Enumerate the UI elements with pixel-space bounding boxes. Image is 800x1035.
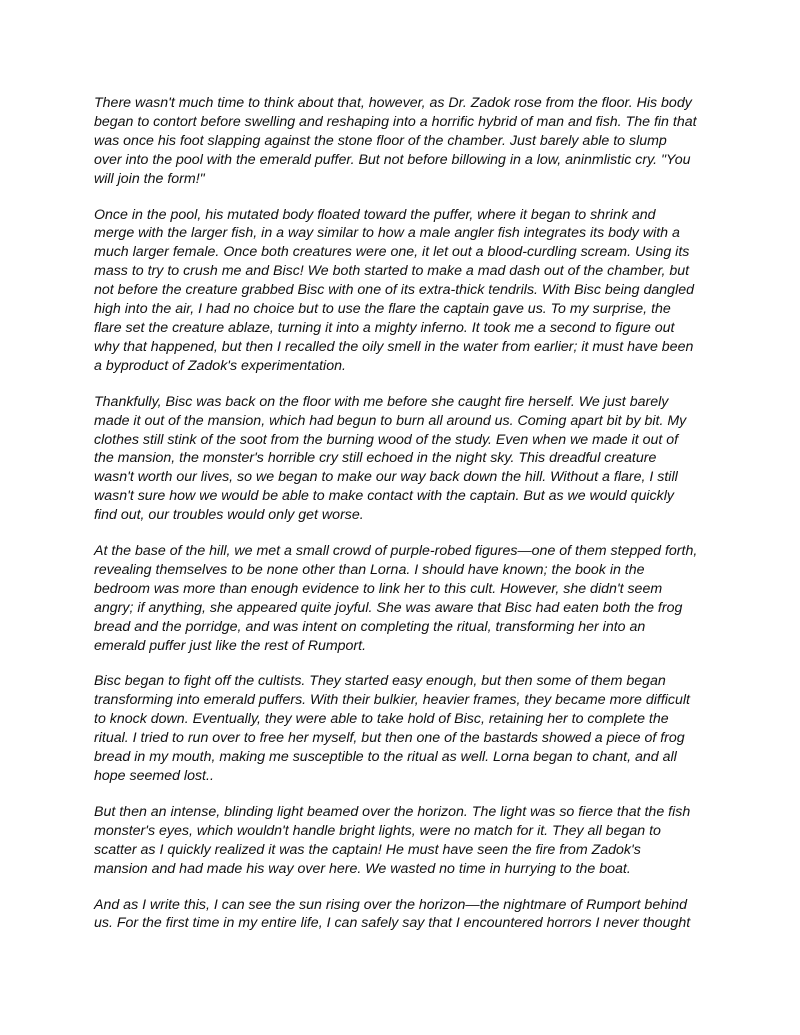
document-page bbox=[94, 94, 708, 950]
text-line: was once his foot slapping against the stone floor of the chamber. Just barely able to slump bbox=[94, 132, 667, 149]
text-line: a byproduct of Zadok's experimentation. bbox=[94, 357, 346, 374]
paragraph-cultist-fight bbox=[94, 672, 708, 785]
text-line: to knock down. Eventually, they were able to take hold of Bisc, retaining her to complete the bbox=[94, 711, 669, 728]
text-line: wasn't worth our lives, so we began to make our way back down the hill. Without a flare, I still bbox=[94, 469, 678, 486]
text-line: But then an intense, blinding light beamed over the horizon. The light was so fierce that the fish bbox=[94, 803, 691, 820]
text-line: merge with the larger fish, in a way similar to how a male angler fish integrates its body with a bbox=[94, 225, 680, 242]
text-line: clothes still stink of the soot from the burning wood of the study. Even when we made it out of bbox=[94, 431, 679, 448]
text-line: There wasn't much time to think about that, however, as Dr. Zadok rose from the floor. His body bbox=[94, 95, 692, 111]
text-line: began to contort before swelling and reshaping into a horrific hybrid of man and fish. The fin that bbox=[94, 113, 697, 130]
paragraph-lorna-cult bbox=[94, 542, 708, 655]
text-line: And as I write this, I can see the sun rising over the horizon—the nightmare of Rumport behind bbox=[94, 896, 688, 913]
text-line: bread in my mouth, making me susceptible to the ritual as well. Lorna began to chant, and all bbox=[94, 749, 677, 766]
text-line: high into the air, I had no choice but to use the flare the captain gave us. To my surprise, the bbox=[94, 301, 671, 318]
text-line: revealing themselves to be none other than Lorna. I should have known; the book in the bbox=[94, 561, 645, 578]
text-line: wasn't sure how we would be able to make contact with the captain. But as we would quickly bbox=[94, 488, 674, 505]
text-line: flare set the creature ablaze, turning it into a mighty inferno. It took me a second to figure out bbox=[94, 319, 675, 336]
text-line: ritual. I tried to run over to free her myself, but then one of the bastards showed a piece of frog bbox=[94, 730, 685, 747]
paragraph-pool-creature bbox=[94, 206, 708, 376]
text-line: mansion and had made his way over here. We wasted no time in hurrying to the boat. bbox=[94, 860, 631, 877]
text-line: not before the creature grabbed Bisc with one of its extra-thick tendrils. With Bisc being dangled bbox=[94, 282, 695, 299]
text-line: At the base of the hill, we met a small crowd of purple-robed figures—one of them stepped forth, bbox=[94, 543, 698, 560]
text-line: monster's eyes, which wouldn't handle bright lights, were no match for it. They all began to bbox=[94, 822, 661, 839]
text-line: hope seemed lost.. bbox=[94, 768, 214, 784]
text-line: us. For the first time in my entire life, I can safely say that I encountered horrors I never thought bbox=[94, 915, 691, 932]
paragraph-sunrise bbox=[94, 896, 708, 934]
text-line: the mansion, the monster's horrible cry still echoed in the night sky. This dreadful creature bbox=[94, 450, 657, 467]
text-line: bread and the porridge, and was intent on completing the ritual, transforming her into an bbox=[94, 618, 646, 635]
text-line: made it out of the mansion, which had begun to burn all around us. Coming apart bit by bit. My bbox=[94, 412, 687, 429]
text-line: Bisc began to fight off the cultists. They started easy enough, but then some of them began bbox=[94, 673, 666, 690]
paragraph-mansion-escape bbox=[94, 393, 708, 525]
text-line: transforming into emerald puffers. With their bulkier, heavier frames, they became more difficult bbox=[94, 692, 690, 709]
text-line: mass to try to crush me and Bisc! We both started to make a mad dash out of the chamber, but bbox=[94, 263, 690, 280]
text-line: over into the pool with the emerald puffer. But not before billowing in a low, aninmlistic cry. "You bbox=[94, 151, 691, 168]
text-line: will join the form!" bbox=[94, 170, 205, 187]
text-line: why that happened, but then I recalled the oily smell in the water from earlier; it must have been bbox=[94, 338, 694, 355]
text-line: Once in the pool, his mutated body floated toward the puffer, where it began to shrink and bbox=[94, 206, 656, 223]
text-line: scatter as I quickly realized it was the captain! He must have seen the fire from Zadok's bbox=[94, 841, 641, 858]
paragraph-captain-rescue bbox=[94, 803, 708, 879]
text-line: Thankfully, Bisc was back on the floor with me before she caught fire herself. We just barely bbox=[94, 393, 669, 410]
text-line: emerald puffer just like the rest of Rumport. bbox=[94, 637, 367, 654]
text-line: angry; if anything, she appeared quite joyful. She was aware that Bisc had eaten both the frog bbox=[94, 599, 683, 616]
paragraph-zadok-transformation bbox=[94, 94, 708, 189]
text-line: find out, our troubles would only get worse. bbox=[94, 507, 364, 524]
text-line: bedroom was more than enough evidence to link her to this cult. However, she didn't seem bbox=[94, 580, 663, 597]
text-line: much larger female. Once both creatures were one, it let out a blood-curdling scream. Using its bbox=[94, 244, 690, 261]
